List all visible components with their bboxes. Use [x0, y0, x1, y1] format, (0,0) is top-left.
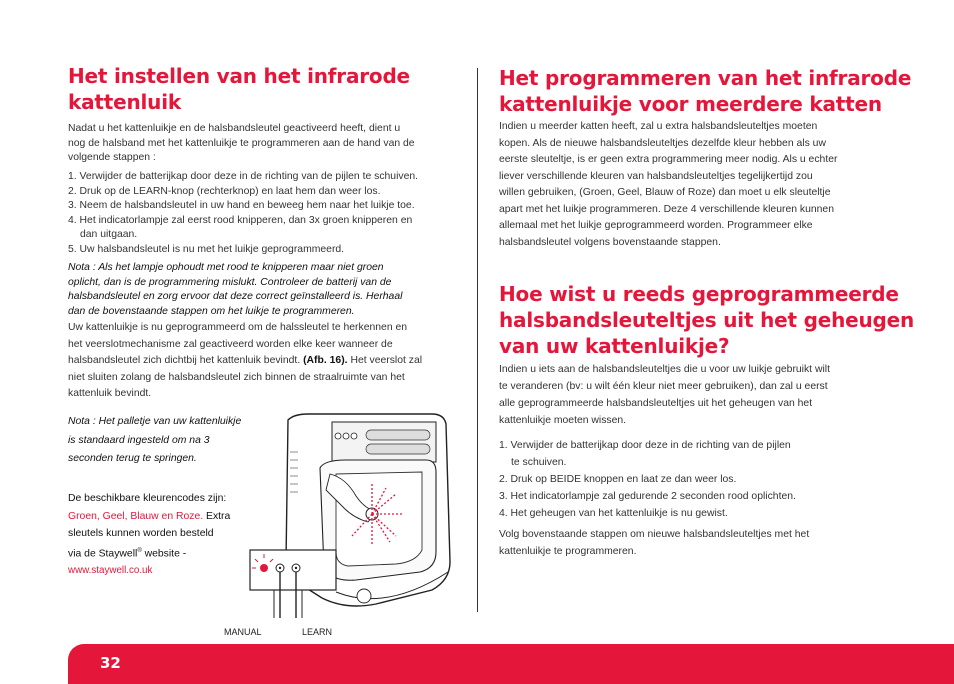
left-title	[68, 63, 468, 115]
list-item: 3. Het indicatorlampje zal gedurende 2 seconden rood oplichten.	[499, 491, 796, 502]
color-codes-list: Groen, Geel, Blauw en Roze.	[68, 510, 204, 522]
cat-flap-illustration	[236, 412, 476, 644]
list-item: 4. Het geheugen van het kattenluikje is nu gewist.	[499, 508, 728, 519]
list-item: 1. Verwijder de batterijkap door deze in de richting van de pijlen te schuiven.	[68, 171, 419, 182]
right-para-1: Indien u meerder katten heeft, zal u extra halsbandsleuteltjes moeten kopen. Als de nieuwe halsbandsleuteltjes dezelfde kleur hebben als uw eerste sleuteltje, is er geen extra programmering meer nodig. Als u echter liever verschillende kleuren van halsbandsleuteltjes tegelijkertijd zou willen gebruiken, (Groen, Geel, Blauw of Roze) dan moet u elk sleuteltje apart met het luikje programmeren. Deze 4 verschillende kleuren kunnen allemaal met het luikje geprogrammeerd worden. Programmeer elke halsbandsleutel volgens bovenstaande stappen.	[499, 121, 838, 248]
left-intro: Nadat u het kattenluikje en de halsbandsleutel geactiveerd heeft, dient u nog de halsband met het kattenluikje te programmeren aan de hand van de volgende stappen :	[68, 123, 415, 163]
list-item: 4. Het indicatorlampje zal eerst rood knipperen, dan 3x groen knipperen en dan uitgaan.	[68, 214, 413, 241]
list-item: 2. Druk op BEIDE knoppen en laat ze dan weer los.	[499, 474, 737, 485]
indicator-light-icon	[260, 564, 268, 572]
left-steps-list	[68, 170, 468, 258]
list-item: 3. Neem de halsbandsleutel in uw hand en beweeg hem naar het luikje toe.	[68, 200, 415, 212]
column-divider	[477, 68, 478, 612]
footer-bar	[68, 644, 954, 684]
figure-reference: (Afb. 16).	[303, 355, 348, 367]
website-link[interactable]: www.staywell.co.uk	[68, 565, 153, 577]
right-steps-list	[499, 437, 949, 522]
left-note-1: Nota : Als het lampje ophoudt met rood te knipperen maar niet groen oplicht, dan is de programmering mislukt. Controleer de batterij van de halsbandsleutel en zorg ervoor dat deze correct geïnstalleerd is. Herhaal dan de bovenstaande stappen om het luikje te programmeren.	[68, 262, 403, 317]
list-item: 1. Verwijder de batterijkap door deze in de richting van de pijlen te schuiven.	[499, 440, 791, 468]
battery-compartment	[332, 422, 436, 462]
color-codes-intro: De beschikbare kleurencodes zijn:	[68, 493, 227, 504]
right-para-2: Indien u iets aan de halsbandsleuteltjes die u voor uw luikje gebruikt wilt te veranderen (bv: u wilt één kleur niet meer gebruiken), dan zal u eerst alle geprogrammeerde halsbandsleuteltjes uit het geheugen van het kattenluikje moeten wissen.	[499, 364, 830, 426]
right-para-3: Volg bovenstaande stappen om nieuwe halsbandsleuteltjes met het kattenluikje te programmeren.	[499, 529, 810, 557]
right-title-1: Het programmeren van het infrarode kattenluikje voor meerdere katten	[499, 66, 912, 116]
left-title-line2: kattenluik	[68, 90, 181, 114]
left-body-2: Uw kattenluikje is nu geprogrammeerd om de halssleutel te herkennen en het veerslotmechanisme zal geactiveerd worden elke keer wanneer de halsbandsleutel zich dichtbij het kattenluik bevindt. (Afb. 16). Het veerslot zal niet sluiten zolang de halsbandsleutel zich binnen de straalruimte van het kattenluik bevindt.	[68, 322, 423, 400]
learn-label: LEARN	[302, 627, 333, 637]
list-item: 2. Druk op de LEARN-knop (rechterknop) en laat hem dan weer los.	[68, 185, 381, 197]
left-title-line1: Het instellen van het infrarode	[68, 64, 410, 88]
color-codes-block: De beschikbare kleurencodes zijn: Groen, Geel, Blauw en Roze. Extra sleutels kunnen worden besteld via de Staywell® website - www.staywell.co.uk	[68, 493, 231, 577]
page-number: 32	[100, 654, 121, 672]
list-item: 5. Uw halsbandsleutel is nu met het luikje geprogrammeerd.	[68, 243, 345, 255]
right-title-2: Hoe wist u reeds geprogrammeerde halsbandsleuteltjes uit het geheugen van uw kattenluikje?	[499, 282, 915, 358]
left-note-2: Nota : Het palletje van uw kattenluikje is standaard ingesteld om na 3 seconden terug te springen.	[68, 416, 242, 464]
manual-label: MANUAL	[224, 627, 262, 637]
